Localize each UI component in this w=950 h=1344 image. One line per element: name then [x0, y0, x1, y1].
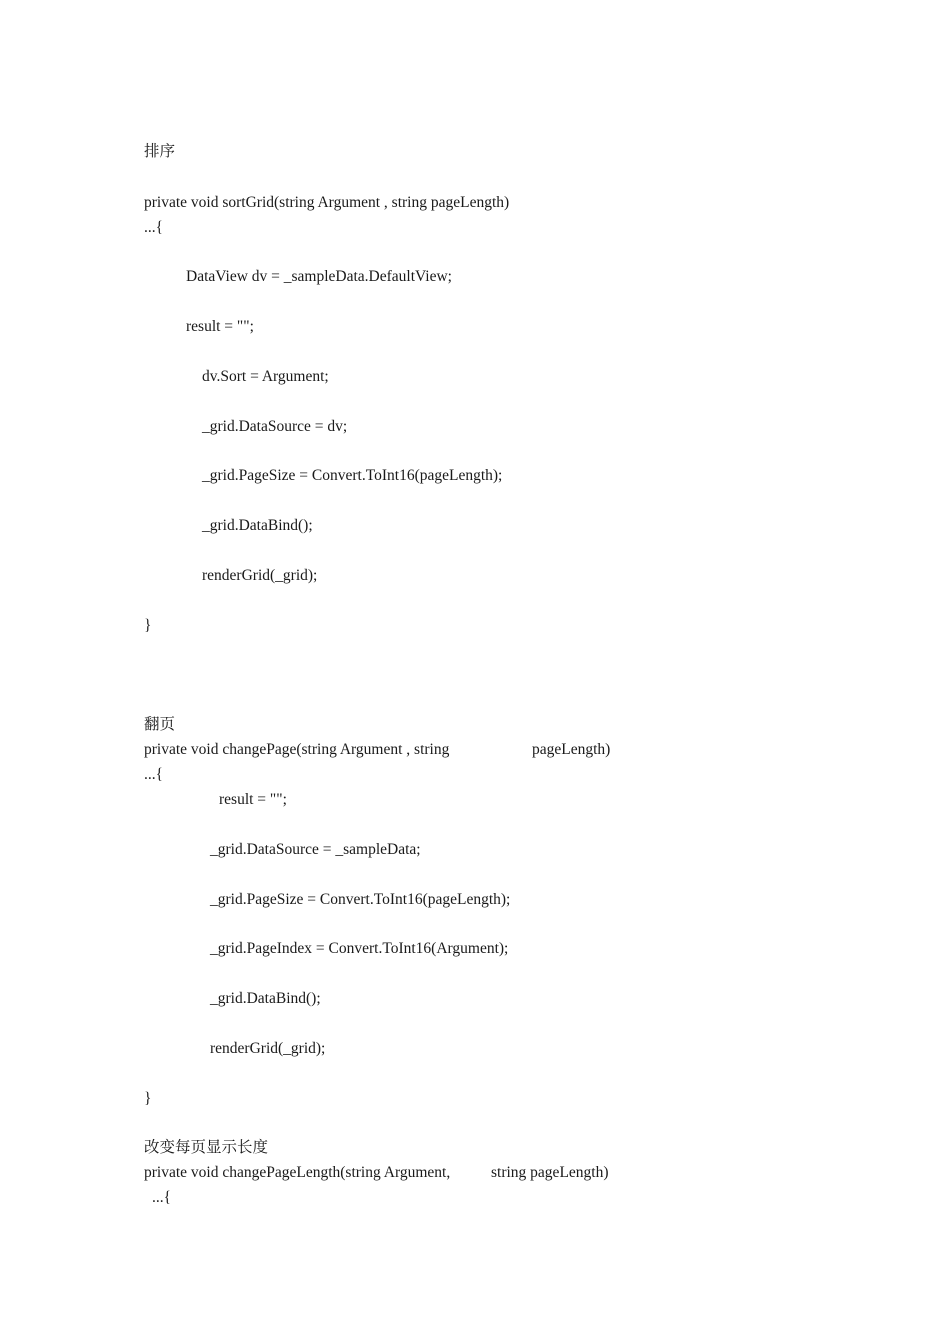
code-line: _grid.DataSource = _sampleData;: [210, 841, 421, 858]
code-line: _grid.PageIndex = Convert.ToInt16(Argument);: [210, 940, 509, 957]
section-heading-page: 翻页: [144, 716, 176, 733]
code-line: string pageLength): [491, 1164, 609, 1181]
code-line: ...{: [144, 766, 164, 783]
code-line: _grid.DataSource = dv;: [202, 418, 348, 435]
code-line: _grid.DataBind();: [210, 990, 321, 1007]
code-line: ...{: [152, 1189, 172, 1206]
code-line: renderGrid(_grid);: [210, 1040, 326, 1057]
code-line: }: [144, 617, 152, 634]
code-line: result = "";: [186, 318, 254, 335]
code-line: result = "";: [219, 791, 287, 808]
section-heading-sort: 排序: [144, 143, 176, 160]
code-line: dv.Sort = Argument;: [202, 368, 329, 385]
code-line: ...{: [144, 219, 164, 236]
code-line: _grid.DataBind();: [202, 517, 313, 534]
code-line: private void changePage(string Argument , string: [144, 741, 450, 758]
code-line: private void sortGrid(string Argument , string pageLength): [144, 194, 510, 211]
code-line: }: [144, 1090, 152, 1107]
code-line: private void changePageLength(string Argument,: [144, 1164, 451, 1181]
code-line: _grid.PageSize = Convert.ToInt16(pageLength);: [210, 891, 511, 908]
code-line: _grid.PageSize = Convert.ToInt16(pageLength);: [202, 467, 503, 484]
section-heading-page-length: 改变每页显示长度: [144, 1139, 269, 1156]
code-line: DataView dv = _sampleData.DefaultView;: [186, 268, 452, 285]
code-line: pageLength): [532, 741, 611, 758]
code-line: renderGrid(_grid);: [202, 567, 318, 584]
